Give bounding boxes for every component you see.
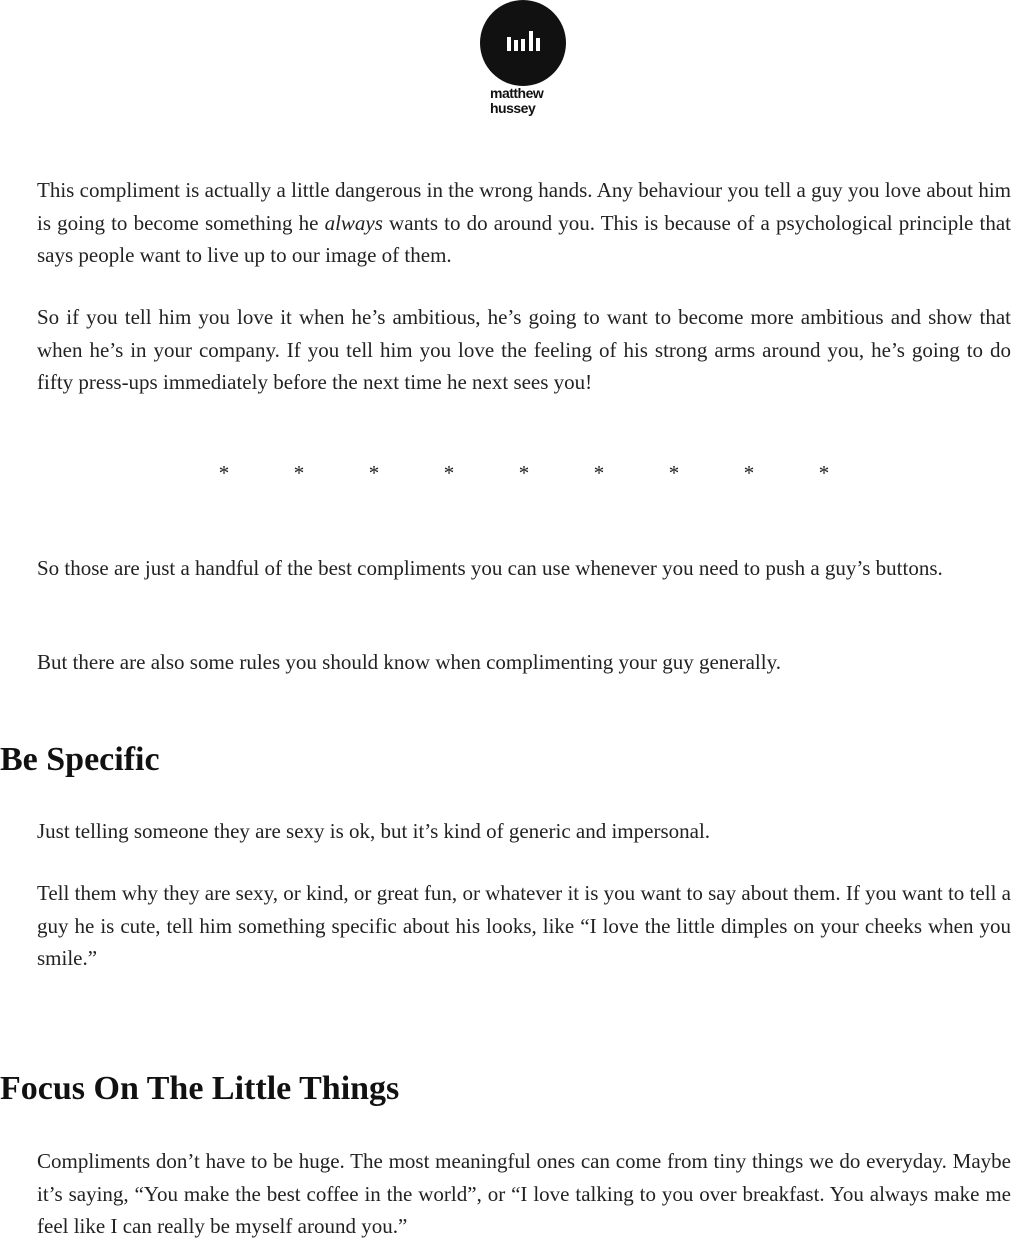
paragraph-ambitious: So if you tell him you love it when he’s ambitious, he’s going to want to become more ambitious and show that when he’s in your company. If you tell him you love the feeling of his strong arms around you, he’s going to do fifty press-ups immediately before the next time he next sees you! <box>37 305 1011 394</box>
paragraph-handful: So those are just a handful of the best compliments you can use whenever you need to push a guy’s buttons. <box>37 556 943 580</box>
heading-be-specific: Be Specific <box>0 741 160 778</box>
paragraph-little-things: Compliments don’t have to be huge. The most meaningful ones can come from tiny things we do everyday. Maybe it’s saying, “You make the best coffee in the world”, or “I love talking to you over breakfast. You always make me feel like I can really be myself around you.” <box>37 1149 1011 1238</box>
paragraph-text: This compliment is actually a little dangerous in the wrong hands. Any behaviour you tell a guy you love about him is going to become something he <box>37 178 1011 235</box>
separator-star: * <box>668 461 680 485</box>
paragraph-rules: But there are also some rules you should know when complimenting your guy generally. <box>37 650 781 674</box>
paragraph-compliment-danger <box>37 174 1011 272</box>
heading-little-things: Focus On The Little Things <box>0 1070 400 1107</box>
separator-star: * <box>743 461 755 485</box>
sound-bars-icon <box>479 0 567 86</box>
separator-star: * <box>218 461 230 485</box>
separator-star: * <box>593 461 605 485</box>
logo-line-1: matthew <box>490 85 544 101</box>
emphasis-text: always <box>324 210 383 235</box>
paragraph-generic: Just telling someone they are sexy is ok, but it’s kind of generic and impersonal. <box>37 819 711 843</box>
separator-star: * <box>443 461 455 485</box>
separator-star: * <box>818 461 830 485</box>
paragraph-text: wants to do around you. This is because of a psychological principle that says people want to live up to our image of them. <box>37 210 1012 267</box>
section-separator <box>0 456 1013 490</box>
paragraph-specific-example: Tell them why they are sexy, or kind, or great fun, or whatever it is you want to say about them. If you want to tell a guy he is cute, tell him something specific about his looks, like “I love the little dimples on your cheeks when you smile.” <box>37 881 1011 970</box>
separator-star: * <box>293 461 305 485</box>
brand-logo <box>479 0 567 120</box>
separator-star: * <box>518 461 530 485</box>
separator-star: * <box>368 461 380 485</box>
logo-wordmark <box>490 86 570 116</box>
logo-line-2: hussey <box>490 100 536 116</box>
